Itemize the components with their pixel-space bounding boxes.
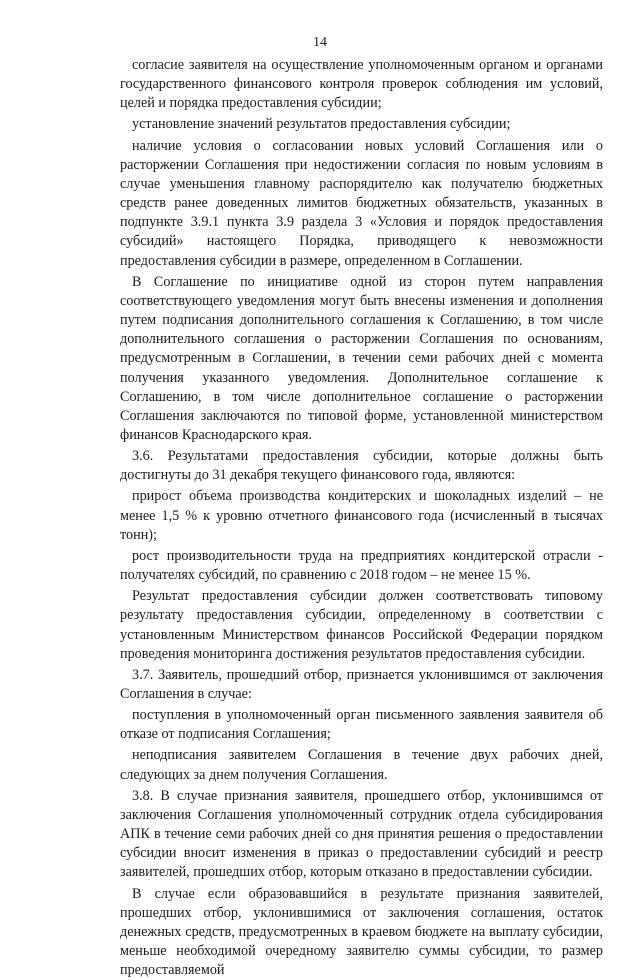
document-body — [120, 56, 603, 980]
paragraph: согласие заявителя на осуществление уполномоченным органом и органами государственного финансового контроля проверок соблюдения им условий, целей и порядка предоставления субсидии; — [120, 57, 603, 112]
paragraph: неподписания заявителем Соглашения в течение двух рабочих дней, следующих за днем получения Соглашения. — [120, 747, 603, 783]
paragraph: прирост объема производства кондитерских и шоколадных изделий – не менее 1,5 % к уровню отчетного финансового года (исчисленный в тысячах тонн); — [120, 488, 603, 543]
page-number: 14 — [313, 35, 327, 50]
paragraph: рост производительности труда на предприятиях кондитерской отрасли - получателях субсидий, по сравнению с 2018 годом – не менее 15 %. — [120, 547, 603, 584]
paragraph: 3.8. В случае признания заявителя, прошедшего отбор, уклонившимся от заключения Соглашения уполномоченный сотрудник отдела субсидирования АПК в течение семи рабочих дней со дня принятия решения о предоставлении субсидии вносит изменения в приказ о предоставлении субсидий и реестр заявителей, прошедших отбор, которым отказано в предоставлении субсидии. — [120, 787, 603, 881]
paragraph: В Соглашение по инициативе одной из сторон путем направления соответствующего уведомления могут быть внесены изменения и дополнения путем подписания дополнительного соглашения к Соглашению, в том числе дополнительного соглашения о расторжении Соглашения по основаниям, предусмотренным в Соглашении, в течении семи рабочих дней с момента получения указанного уведомления. Дополнительное соглашение к Соглашению, в том числе дополнительное соглашение о расторжении Соглашения заключаются по типовой форме, установленной министерством финансов Краснодарского края. — [120, 273, 603, 443]
paragraph: 3.7. Заявитель, прошедший отбор, признается уклонившимся от заключения Соглашения в случае: — [120, 666, 603, 702]
paragraph: наличие условия о согласовании новых условий Соглашения или о расторжении Соглашения при недостижении согласия по новым условиям в случае уменьшения главному распорядителю как получателю бюджетных средств ранее доведенных лимитов бюджетных обязательств, указанных в подпункте 3.9.1 пункта 3.9 раздела 3 «Условия и порядок предоставления субсидий» настоящего Порядка, приводящего к невозможности предоставления субсидии в размере, определенном в Соглашении. — [120, 137, 603, 269]
paragraph: поступления в уполномоченный орган письменного заявления заявителя об отказе от подписания Соглашения; — [120, 707, 603, 743]
paragraph: Результат предоставления субсидии должен соответствовать типовому результату предоставления субсидии, определенному в соответствии с установленным Министерством финансов Российской Федерации порядком проведения мониторинга достижения результатов предоставления субсидии. — [120, 588, 603, 662]
paragraph: 3.6. Результатами предоставления субсидии, которые должны быть достигнуты до 31 декабря текущего финансового года, являются: — [120, 448, 603, 484]
paragraph: В случае если образовавшийся в результате признания заявителей, прошедших отбор, уклонившимися от заключения соглашения, остаток денежных средств, предусмотренных в краевом бюджете на выплату субсидии, меньше необходимой очередному заявителю суммы субсидии, то размер предоставляемой — [120, 885, 603, 979]
paragraph: установление значений результатов предоставления субсидии; — [132, 116, 511, 133]
